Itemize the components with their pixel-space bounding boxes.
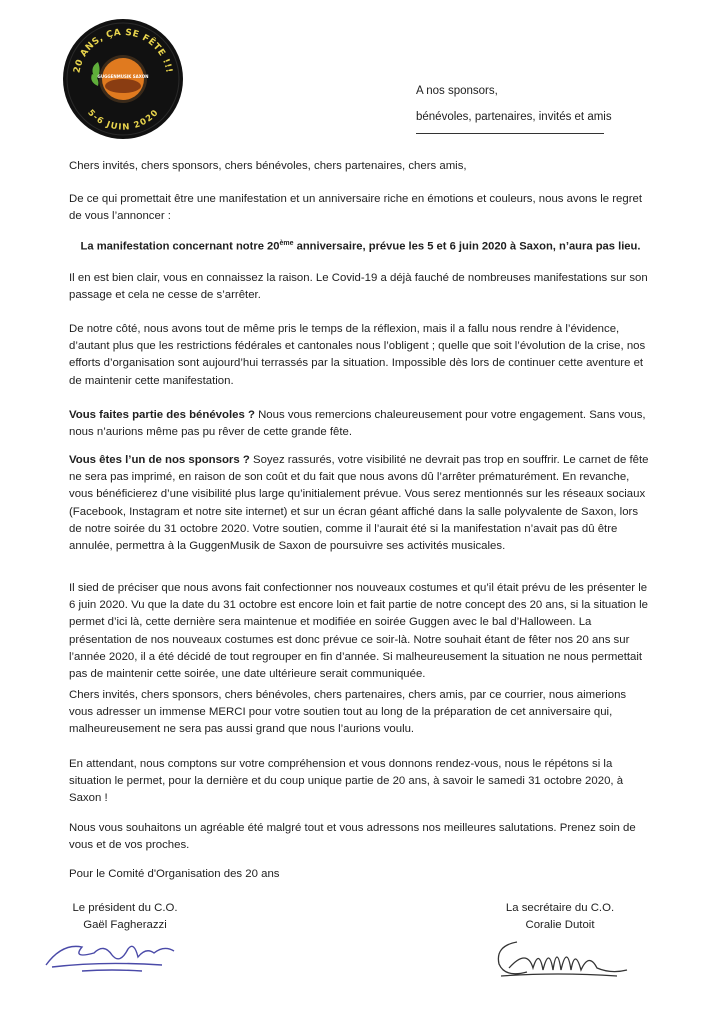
benevoles-text: Nous vous remercions chaleureusement pour votre engagement. Sans vous, nous n’aurions même pas pu rêver de cette grande fête. <box>69 409 646 439</box>
merci-paragraph: Chers invités, chers sponsors, chers bénévoles, chers partenaires, chers amis, par ce courrier, nous aimerions vous adresser un immense MERCI pour votre soutien tout au long de la préparation de cet anniversaire qui, malheureusement ne sera pas aussi grand que nous l’aurions voulu. <box>69 689 627 736</box>
president-role: Le président du C.O. <box>72 902 178 914</box>
logo-bottom-text: 5-6 JUIN 2020 <box>85 107 161 133</box>
benevoles-heading: Vous faites partie des bénévoles ? <box>69 409 255 421</box>
logo-inner-text: GUGGENMUSIK SAXON <box>97 74 149 79</box>
announcement-post: anniversaire, prévue les 5 et 6 juin 2020 à Saxon, n’aura pas lieu. <box>293 240 641 253</box>
secretary-signature-icon <box>487 928 637 984</box>
president-block <box>40 900 210 934</box>
logo-top-text: 20 ANS, ÇA SE FÊTE !!! <box>72 27 174 75</box>
covid-paragraph: Il en est bien clair, vous en connaissez la raison. Le Covid-19 a déjà fauché de nombreuses manifestations sur son passage et cela ne cesse de s’arrêter. <box>69 272 648 302</box>
announcement-sup: ème <box>279 240 294 247</box>
closing-line: Pour le Comité d'Organisation des 20 ans <box>69 868 280 880</box>
ete-paragraph: Nous vous souhaitons un agréable été malgré tout et vous adressons nos meilleures salutations. Prenez soin de vous et de vos proches. <box>69 822 636 852</box>
secretary-role: La secrétaire du C.O. <box>505 902 615 914</box>
address-line-1: A nos sponsors, <box>416 85 498 97</box>
announcement-pre: La manifestation concernant notre 20 <box>80 240 280 253</box>
secretary-name: Coralie Dutoit <box>525 919 595 931</box>
sponsors-text: Soyez rassurés, votre visibilité ne devrait pas trop en souffrir. Le carnet de fête ne sera pas imprimé, en raison de son coût et du fait que nous avons dû l’arrêter prématurément. En revanche, vous bénéficierez d’une visibilité plus large qu’initialement prévue. Vous serez mentionnés sur les réseaux sociaux (Facebook, Instagram et notre site internet) et sur un écran géant affiché dans la salle polyvalente de Saxon, lors de notre soirée du 31 octobre 2020. Votre soutien, comme il l’aurait été si la manifestation n’avait pas dû être annulée, permettra à la GuggenMusik de Saxon de poursuivre ses activités musicales. <box>69 454 649 553</box>
greeting: Chers invités, chers sponsors, chers bénévoles, chers partenaires, chers amis, <box>69 160 467 172</box>
sponsors-heading: Vous êtes l’un de nos sponsors ? <box>69 454 250 466</box>
sponsors-paragraph <box>69 452 652 555</box>
attendant-paragraph: En attendant, nous comptons sur votre compréhension et vous donnons rendez-vous, nous le répétons si la situation le permet, pour la dernière et du coup unique partie de 20 ans, à savoir le samedi 31 octobre 2020, à Saxon ! <box>69 758 624 805</box>
reflexion-paragraph: De notre côté, nous avons tout de même pris le temps de la réflexion, mais il a fallu nous rendre à l’évidence, d’autant plus que les restrictions fédérales et cantonales nous l’obligent ; quelle que soit l’évolution de la crise, nos efforts d’organisation sont aujourd’hui terrassés par la situation. Impossible dès lors de continuer cette aventure et de maintenir cette manifestation. <box>69 323 646 387</box>
intro-paragraph: De ce qui promettait être une manifestation et un anniversaire riche en émotions et couleurs, nous avons le regret de vous l’annoncer : <box>69 193 643 223</box>
address-line-2: bénévoles, partenaires, invités et amis <box>416 111 612 123</box>
announcement <box>69 235 652 256</box>
president-name: Gaël Fagherazzi <box>83 919 167 931</box>
address-underline <box>416 133 604 134</box>
event-logo <box>62 18 184 140</box>
president-signature-icon <box>42 935 192 975</box>
benevoles-paragraph <box>69 407 652 441</box>
logo-badge-icon <box>62 18 184 140</box>
costumes-paragraph: Il sied de préciser que nous avons fait confectionner nos nouveaux costumes et qu’il était prévu de les présenter le 6 juin 2020. Vu que la date du 31 octobre est encore loin et fait partie de notre concept des 20 ans, si la situation le permet d’ici là, cette dernière sera maintenue et modifiée en soirée Guggen avec le bal d’Halloween. La présentation de nos nouveaux costumes est donc prévue ce soir-là. Notre souhait étant de fêter nos 20 ans sur l’année 2020, il a été décidé de tout regrouper en fin d’année. Si malheureusement la situation ne nous permettait pas de maintenir cette soirée, une date ultérieure serait communiquée. <box>69 582 648 681</box>
